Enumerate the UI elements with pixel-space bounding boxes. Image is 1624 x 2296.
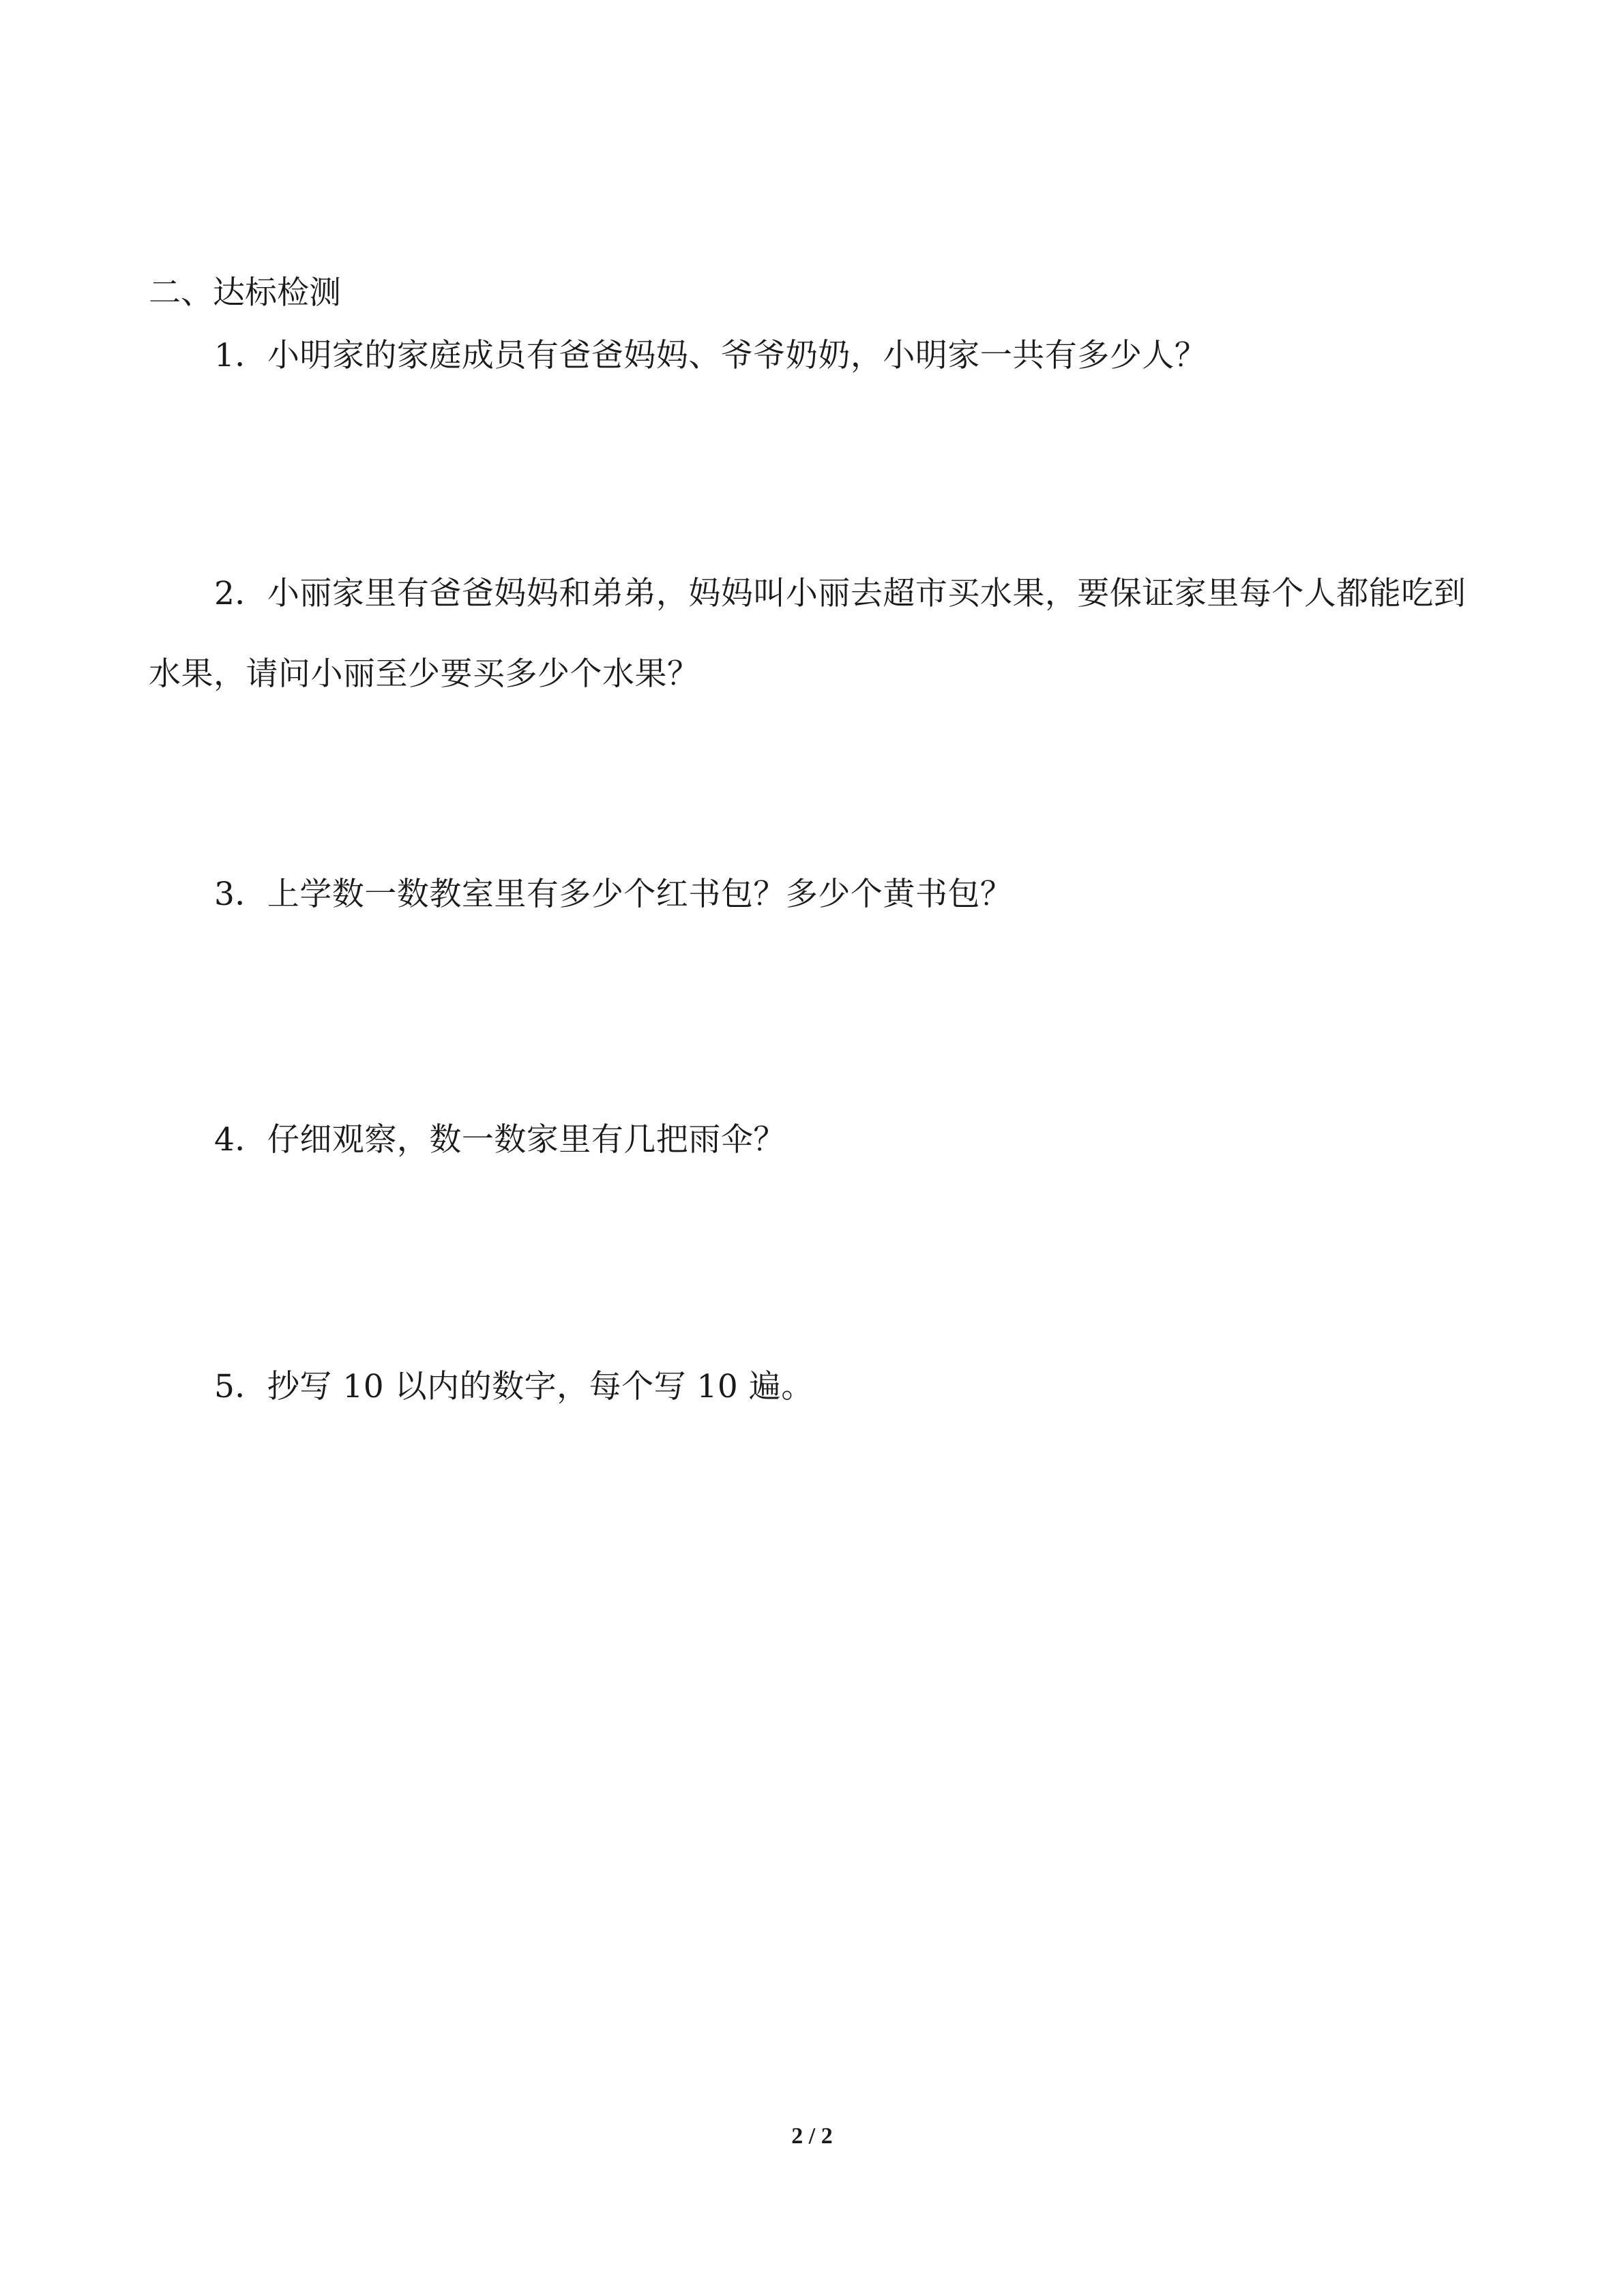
question-5 [149, 1365, 1475, 1409]
question-4 [149, 1118, 1475, 1162]
question-2 [149, 554, 1475, 715]
question-number: 1． [214, 337, 267, 374]
question-text: 抄写 10 以内的数字，每个写 10 遍。 [267, 1368, 814, 1405]
question-number: 3． [214, 876, 267, 913]
section-title: 二、达标检测 [149, 274, 341, 312]
question-text: 上学数一数教室里有多少个红书包？多少个黄书包？ [267, 876, 1013, 913]
question-3 [149, 873, 1475, 916]
page-number: 2 / 2 [791, 2123, 833, 2149]
question-text: 仔细观察，数一数家里有几把雨伞？ [267, 1121, 786, 1159]
question-number: 5． [214, 1368, 267, 1405]
question-1 [149, 334, 1475, 378]
question-number: 4． [214, 1121, 267, 1159]
question-text: 小明家的家庭成员有爸爸妈妈、爷爷奶奶，小明家一共有多少人？ [267, 337, 1207, 374]
question-text: 小丽家里有爸爸妈妈和弟弟，妈妈叫小丽去超市买水果，要保证家里每个人都能吃到水果，请问小丽至少要买多少个水果？ [149, 575, 1466, 693]
question-number: 2． [214, 575, 267, 612]
